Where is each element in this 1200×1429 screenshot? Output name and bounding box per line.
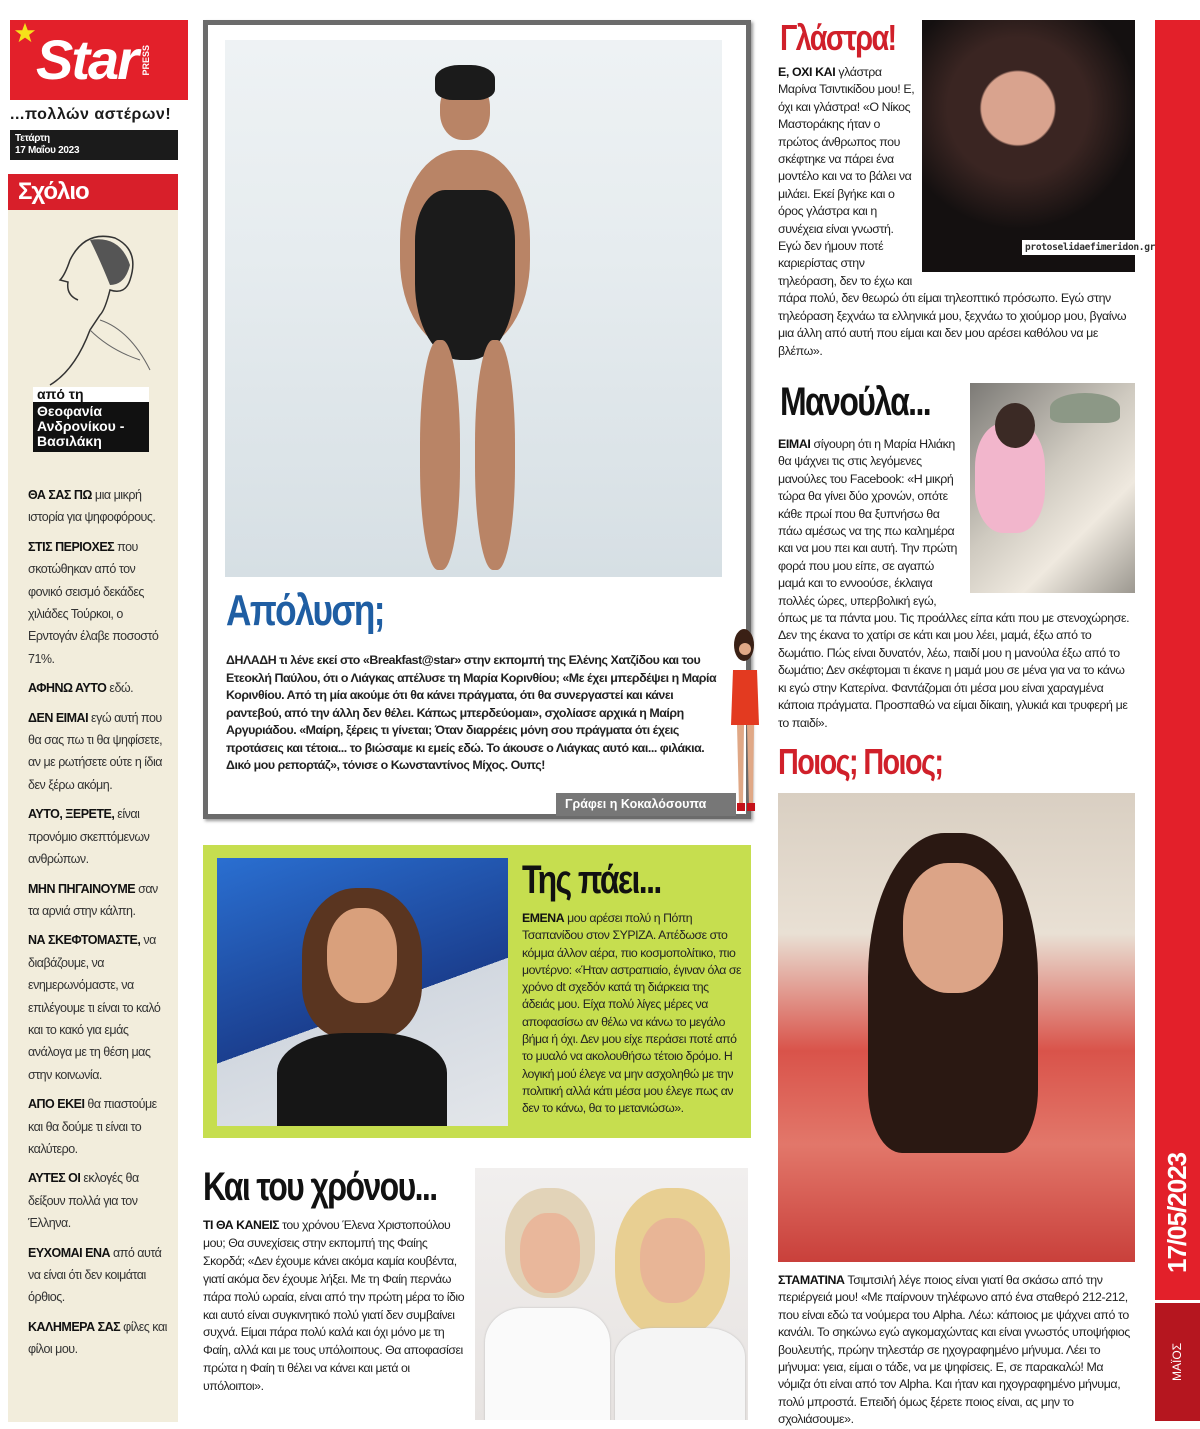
edge-month: ΜΑΪΟΣ	[1170, 1342, 1184, 1382]
edge-date: 17/05/2023	[1162, 1152, 1192, 1273]
column-title: Σχόλιο	[8, 174, 178, 210]
glastra-title: Γλάστρα!	[780, 17, 896, 58]
column-paragraph: ΕΥΧΟΜΑΙ ΕΝΑ από αυτά να είναι ότι δεν κοιμάται όρθιος.	[28, 1245, 162, 1305]
apolysi-content	[226, 652, 736, 816]
author-sketch-image	[30, 220, 160, 390]
star-logo[interactable]	[10, 20, 188, 100]
column-paragraph: ΝΑ ΣΚΕΦΤΟΜΑΣΤΕ, να διαβάζουμε, να ενημερωνόμαστε, να επιλέγουμε τι είναι το καλό και το κακό για εμάς ανάλογα με τη θέση μας στην κοινωνία.	[28, 933, 161, 1082]
stamatina-tsimtsili-photo	[778, 793, 1135, 1262]
column-paragraph: ΘΑ ΣΑΣ ΠΩ μια μικρή ιστορία για ψηφοφόρους.	[28, 488, 156, 525]
apolysi-byline: Γράφει η Κοκαλόσουπα	[556, 793, 736, 816]
kai-tou-xronou-body: ΤΙ ΘΑ ΚΑΝΕΙΣ του χρόνου Έλενα Χριστοπούλου μου; Θα συνεχίσεις στην εκπομπή της Φαίης Σκορδά; «Δεν έχουμε κάνει ακόμα καμία κουβέντα, γιατί ακόμα δεν έχουμε λήξει. Με τη Φαίη περνάω πάρα πολύ ωραία, είναι από την πρώτη μέρα το ίδιο και αυτό είναι συγκινητικό πολύ γιατί δεν συμβαίνει συχνά. Είμαι πάρα πολύ καλά και όχι μόνο με τη Φαίη, αλλά και με τους υπόλοιπους. Θα αποφασίσει πρώτα η Φαίη τι θέλει να κάνει και μετά οι υπόλοιποι».	[203, 1218, 465, 1394]
tis-paei-body: ΕΜΕΝΑ μου αρέσει πολύ η Πόπη Τσαπανίδου στον ΣΥΡΙΖΑ. Απέδωσε στο κόμμα άλλον αέρα, πιο κοσμοπολίτικο, πιο μοντέρνο: «Ήταν αστραπιαίο, έγιναν όλα σε χρόνο dt σχεδόν κατά τη διάρκεια της άδειάς μου. Είχα πολύ λίγες μέρες να αποφασίσω αν θέλω να κάνω το μεγάλο βήμα ή όχι. Δεν μου είχε περάσει ποτέ από το μυαλό να ακολουθήσω τέτοιο δρόμο. Η λογική μού έλεγε να μην ασχοληθώ με την πολιτική αλλά κάτι μέσα μου έλεγε πως αν δεν το κάνω, θα το μετανιώσω».	[522, 911, 742, 1116]
popi-tsapanidou-photo	[217, 858, 508, 1126]
apolysi-body: ΔΗΛΑΔΗ τι λένε εκεί στο «Breakfast@star» στην εκπομπή της Ελένης Χατζίδου και του Ετεοκλή Παύλου, ότι ο Λιάγκας απέλυσε τη Μαρία Κορινθίου; «Με έχει μπερδέψει η Μαρία Κορινθίου. Από τη μία ακούμε ότι θα κάνει πράγματα, ότι θα συνεργαστεί και κάνει ραντεβού, από την άλλη δεν θέλει. Κάπως μπερδεύομαι», σχολίασε αρχικά η Μαίρη Αργυριάδου. «Μαίρη, ξέρεις τι γίνεται; Όταν διαρρέεις μόνη σου πράγματα ότι έχεις προτάσεις και τέτοια... το βιώσαμε κι εμείς εδώ. Το άκουσε ο Λιάγκας αυτό και... φιλάκια. Δικό μου ρεπορτάζ», τόνισε ο Κωνσταντίνος Μίχος. Ουπς!	[226, 653, 717, 772]
photo-wrap-spacer	[957, 436, 1135, 596]
column-body	[28, 484, 168, 1368]
columnist-illustration	[727, 625, 762, 815]
poios-title: Ποιος; Ποιος;	[778, 741, 943, 782]
swimsuit-photo	[225, 40, 722, 577]
tis-paei-title: Της πάει...	[522, 858, 661, 902]
logo-press: PRESS	[140, 44, 151, 76]
issue-date-text: 17 Μαΐου 2023	[15, 145, 80, 156]
issue-day: Τετάρτη	[15, 133, 50, 144]
issue-date	[10, 130, 178, 160]
author-caption-pre: από τη	[33, 387, 149, 402]
manoula-title: Μανούλα...	[780, 380, 931, 424]
logo-text: Star	[36, 28, 137, 91]
manoula-body: ΕΙΜΑΙ σίγουρη ότι η Μαρία Ηλιάκη θα ψάχνει τις στις λεγόμενες μανούλες του Facebook: «Η μικρή τώρα θα γίνει δύο χρονών, οπότε κάθε πρωί που θα ξυπνήσω θα πάω αμέσως να της πω καλημέρα και να μου πει και αυτή. Την πρώτη φορά που μου είπε, σε αγαπώ μαμά και το εννοούσε, έκλαιγα πολλές ώρες, υπερβολική εγώ, όπως με τα πάντα μου. Τις προάλλες είπα κάτι που με στενοχώρησε. Δεν της έκανα το χατίρι σε κάτι και μου λέει, μαμά, έξω από το δωμάτιο. Πώς είναι δυνατόν, λέω, παιδί μου η μανούλα έξω από το δωμάτιο; Δεν σκέφτομαι τι έκανε η μαμά μου σε μένα για να το κάνω κι εγώ στην Κατερίνα. Φαντάζομαι ότι μέσα μου είναι χαραγμένα κάποια πράγματα. Προσπαθώ να είμαι δίκαιη, γλυκιά και τρυφερή με το παιδί».	[778, 436, 1135, 732]
column-paragraph: ΣΤΙΣ ΠΕΡΙΟΧΕΣ που σκοτώθηκαν από τον φονικό σεισμό δεκάδες χιλιάδες Τούρκοι, ο Ερντογάν έλαβε ποσοστό 71%.	[28, 539, 159, 666]
tagline: ...πολλών αστέρων!	[10, 106, 172, 123]
glastra-body-cont: τηλεόραση, δεν το έχω και πάρα πολύ, δεν θεωρώ ότι είμαι τηλεοπτικό πρόσωπο. Εγώ στην τηλεόραση ξεχνάω τα ελληνικά μου, ξεχνάω το χιούμορ μου, βγαίνω μια άλλη από αυτή που είμαι και δεν μου αρέσει καθόλου να με βλέπω».	[778, 273, 1127, 358]
column-paragraph: ΔΕΝ ΕΙΜΑΙ εγώ αυτή που θα σας πω τι θα ψηφίσετε, αν με ρωτήσετε ούτε η ίδια δεν ξέρω ακόμη.	[28, 710, 163, 792]
column-paragraph: ΑΦΗΝΩ ΑΥΤΟ εδώ.	[28, 681, 134, 696]
apolysi-title: Απόλυση;	[226, 586, 384, 635]
column-paragraph: ΚΑΛΗΜΕΡΑ ΣΑΣ φίλες και φίλοι μου.	[28, 1319, 167, 1357]
watermark: protoselidaefimeridon.gr	[1022, 240, 1158, 255]
manoula-body-cont: υπερβολική εγώ, όπως με τα πάντα μου. Τις προάλλες είπα κάτι που με στενοχώρησε. Δεν της έκανα το χατίρι σε κάτι και μου λέει, μαμά, έξω από το δωμάτιο. Πώς είναι δυνατόν, λέω, παιδί μου η μανούλα έξω από το δωμάτιο; Δεν σκέφτομαι τι έκανε η μαμά μου σε μένα για να το κάνω κι εγώ στην Κατερίνα. Φαντάζομαι ότι μέσα μου είναι χαραγμένα κάποια πράγματα. Προσπαθώ να είμαι δίκαιη, γλυκιά και τρυφερή με το παιδί».	[778, 593, 1130, 730]
column-paragraph: ΑΥΤΕΣ ΟΙ εκλογές θα δείξουν πολλά για τον Έλληνα.	[28, 1171, 139, 1231]
column-paragraph: ΑΠΟ ΕΚΕΙ θα πιαστούμε και θα δούμε τι είναι το καλύτερο.	[28, 1097, 157, 1156]
two-hosts-photo	[475, 1168, 748, 1420]
star-icon	[14, 22, 36, 44]
poios-body: ΣΤΑΜΑΤΙΝΑ Τσιμτσιλή λέγε ποιος είναι γιατί θα σκάσω από την περιέργειά μου! «Με παίρνουν τηλέφωνο από ένα σταθερό 212-212, που είναι εδώ τα νούμερα του Alpha. Λέω: κάποιος με ψάχνει από το κανάλι. Το σηκώνω εγώ αγκομαχώντας και είναι γνωστός υποψήφιος βουλευτής, πρώην τηλεστάρ σε ηχογραφημένο μήνυμα. Λέει το μήνυμα: γεια, είμαι ο τάδε, να με ψηφίσεις. Ε, σε παρακαλώ! Μα νόμιζα ότι είναι από τον Alpha. Και ήταν και ηχογραφημένο μήνυμα, πολύ μπροστά. Επειδή όμως ξέρετε ποιος είναι, ας μην το σχολιάσουμε».	[778, 1273, 1130, 1427]
author-name: Θεοφανία Ανδρονίκου - Βασιλάκη	[37, 403, 125, 449]
page-edge-strip	[1155, 20, 1200, 1300]
kai-tou-xronou-title: Και του χρόνου...	[203, 1165, 437, 1209]
column-paragraph: ΜΗΝ ΠΗΓΑΙΝΟΥΜΕ σαν τα αρνιά στην κάλπη.	[28, 881, 158, 918]
author-caption	[33, 387, 149, 452]
glastra-body: Ε, ΟΧΙ ΚΑΙ γλάστρα Μαρίνα Τσιντικίδου μου! Ε, όχι και γλάστρα! «Ο Νίκος Μαστοράκης ήταν ο πρώτος άνθρωπος που σκέφτηκε να πάρει ένα μοντέλο και να το βάλει να μιλάει. Εκεί βγήκε και ο όρος γλάστρα και η συνέχεια είναι γνωστή. Εγώ δεν ήμουν ποτέ καριερίστας στην τηλεόραση, δεν το έχω και πάρα πολύ, δεν θεωρώ ότι είμαι τηλεοπτικό πρόσωπο. Εγώ στην τηλεόραση ξεχνάω τα ελληνικά μου, ξεχνάω το χιούμορ μου, βγαίνω μια άλλη από αυτή που είμαι και δεν μου αρέσει καθόλου να με βλέπω».	[778, 64, 1135, 360]
column-paragraph: ΑΥΤΟ, ΞΕΡΕΤΕ, είναι προνόμιο σκεπτόμενων ανθρώπων.	[28, 807, 150, 867]
